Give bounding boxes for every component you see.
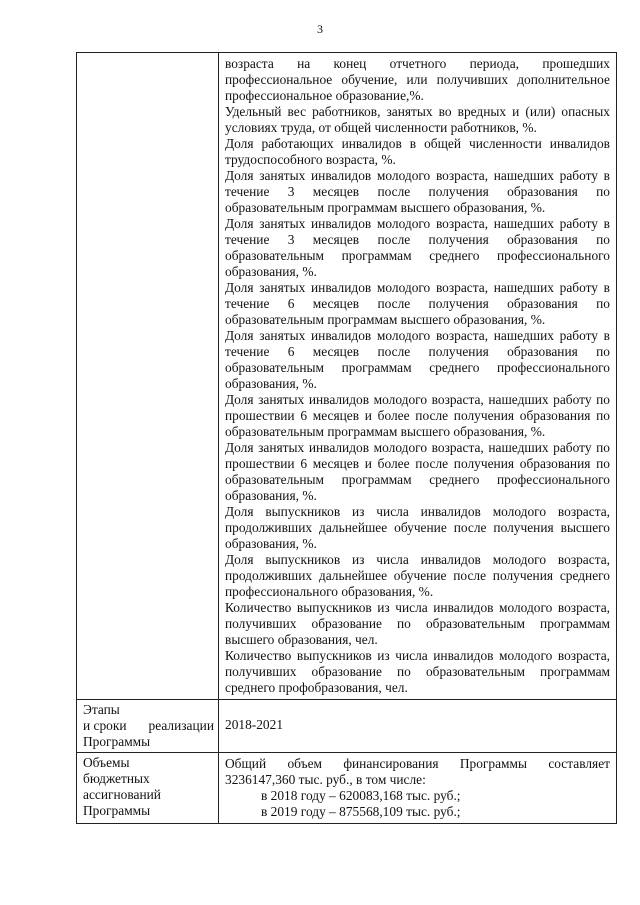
budget-row bbox=[77, 753, 617, 824]
budget-label-line: ассигнований bbox=[83, 787, 161, 802]
budget-label-line: бюджетных bbox=[83, 771, 150, 786]
indicators-row bbox=[77, 53, 617, 700]
stages-value-cell bbox=[219, 700, 617, 753]
indicator-item: Удельный вес работников, занятых во вредных и (или) опасных условиях труда, от общей численности работников, %. bbox=[225, 104, 610, 135]
budget-value-cell bbox=[219, 753, 617, 824]
indicator-item: возраста на конец отчетного периода, прошедших профессиональное обучение, или получивших дополнительное профессиональное образование,%. bbox=[225, 56, 610, 103]
budget-intro: Общий объем финансирования Программы составляет 3236147,360 тыс. руб., в том числе: bbox=[225, 756, 610, 787]
stages-value: 2018-2021 bbox=[225, 717, 284, 732]
indicator-item: Доля занятых инвалидов молодого возраста, нашедших работу в течение 6 месяцев после получения образования по образовательным программам высшего образования, %. bbox=[225, 280, 610, 327]
indicator-item: Доля выпускников из числа инвалидов молодого возраста, продолживших дальнейшее обучение после получения высшего образования, %. bbox=[225, 504, 610, 551]
indicator-item: Количество выпускников из числа инвалидов молодого возраста, получивших образование по образовательным программам среднего профобразования, чел. bbox=[225, 648, 610, 695]
indicator-item: Доля занятых инвалидов молодого возраста, нашедших работу в течение 6 месяцев после получения образования по образовательным программам среднего профессионального образования, %. bbox=[225, 328, 610, 391]
stages-label-line: Программы bbox=[83, 734, 151, 749]
indicator-item: Доля занятых инвалидов молодого возраста, нашедших работу по прошествии 6 месяцев и более после получения образования по образовательным программам среднего профессионального образования, %. bbox=[225, 440, 610, 503]
budget-label-line: Программы bbox=[83, 803, 151, 818]
page-number: 3 bbox=[317, 22, 323, 36]
indicator-item: Доля работающих инвалидов в общей численности инвалидов трудоспособного возраста, %. bbox=[225, 136, 610, 167]
indicators-label-cell bbox=[77, 53, 219, 700]
budget-year-line: в 2018 году – 620083,168 тыс. руб.; bbox=[261, 788, 461, 803]
budget-label-line: Объемы bbox=[83, 755, 130, 770]
indicator-item: Количество выпускников из числа инвалидов молодого возраста, получивших образование по образовательным программам высшего образования, чел. bbox=[225, 600, 610, 647]
indicator-item: Доля занятых инвалидов молодого возраста, нашедших работу по прошествии 6 месяцев и более после получения образования по образовательным программам высшего образования, %. bbox=[225, 392, 610, 439]
indicator-item: Доля выпускников из числа инвалидов молодого возраста, продолживших дальнейшее обучение после получения среднего профессионального образования, %. bbox=[225, 552, 610, 599]
stages-label-cell bbox=[77, 700, 219, 753]
stages-label-line bbox=[83, 718, 214, 734]
indicator-item: Доля занятых инвалидов молодого возраста, нашедших работу в течение 3 месяцев после получения образования по образовательным программам среднего профессионального образования, %. bbox=[225, 216, 610, 279]
budget-label-cell bbox=[77, 753, 219, 824]
stages-label-word: и сроки bbox=[83, 718, 127, 733]
stages-row bbox=[77, 700, 617, 753]
stages-label-word: реализации bbox=[148, 718, 214, 733]
budget-year-line: в 2019 году – 875568,109 тыс. руб.; bbox=[261, 804, 461, 819]
program-passport-table bbox=[76, 52, 617, 824]
stages-label-line: Этапы bbox=[83, 702, 120, 717]
indicators-cell bbox=[219, 53, 617, 700]
indicator-item: Доля занятых инвалидов молодого возраста, нашедших работу в течение 3 месяцев после получения образования по образовательным программам высшего образования, %. bbox=[225, 168, 610, 215]
